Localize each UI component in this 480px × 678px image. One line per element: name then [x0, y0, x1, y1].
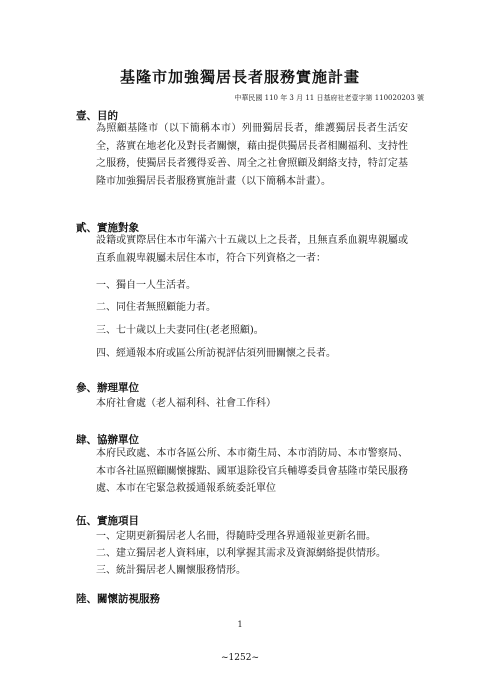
section-body-organizer: 本府社會處（老人福利科、社會工作科） [96, 398, 276, 409]
document-title: 基隆市加強獨居長者服務實施計畫 [119, 68, 360, 86]
volume-page-number: ~1252~ [221, 653, 259, 663]
list-item: 三、七十歲以上夫妻同住(老老照顧)。 [96, 325, 264, 336]
page-number: 1 [237, 620, 243, 629]
list-item: 一、定期更新獨居老人名冊，得隨時受理各界通報並更新名冊。 [96, 531, 376, 542]
issue-reference: 中華民國 110 年 3 月 11 日基府社老壹字第 110020203 號 [234, 94, 424, 102]
section-heading-co-organizers: 肆、協辦單位 [76, 434, 139, 446]
section-heading-target: 貳、實施對象 [76, 222, 139, 234]
list-item: 二、建立獨居老人資料庫，以利掌握其需求及資源網絡提供情形。 [96, 548, 386, 559]
list-item: 二、同住者無照顧能力者。 [96, 302, 216, 313]
section-body-co-organizers: 本府民政處、本市各區公所、本市衛生局、本市消防局、本市警察局、本市各社區照顧關懷據點、國軍退除役官兵輔導委員會基隆市榮民服務處、本市在宅緊急救援通報系統委託單位 [96, 448, 408, 494]
section-heading-items: 伍、實施項目 [76, 515, 139, 527]
section-heading-visits: 陸、關懷訪視服務 [76, 593, 160, 605]
section-heading-purpose: 壹、目的 [76, 110, 118, 122]
list-item: 三、統計獨居老人關懷服務情形。 [96, 565, 246, 576]
section-heading-organizer: 參、辦理單位 [76, 382, 139, 394]
section-body-purpose: 為照顧基隆市（以下簡稱本市）列冊獨居長者，維護獨居長者生活安全，落實在地老化及對長者關懷，藉由提供獨居長者相關福利、支持性之服務，使獨居長者獲得妥善、周全之社會照顧及網絡支持，特訂定基隆市加強獨居長者服務實施計畫（以下簡稱本計畫）。 [96, 123, 408, 187]
list-item: 一、獨自一人生活者。 [96, 280, 196, 291]
section-body-target: 設籍或實際居住本市年滿六十五歲以上之長者，且無直系血親卑親屬或直系血親卑親屬未居住本市，符合下列資格之一者： [96, 235, 408, 264]
list-item: 四、經通報本府或區公所訪視評估須列冊關懷之長者。 [96, 348, 336, 359]
